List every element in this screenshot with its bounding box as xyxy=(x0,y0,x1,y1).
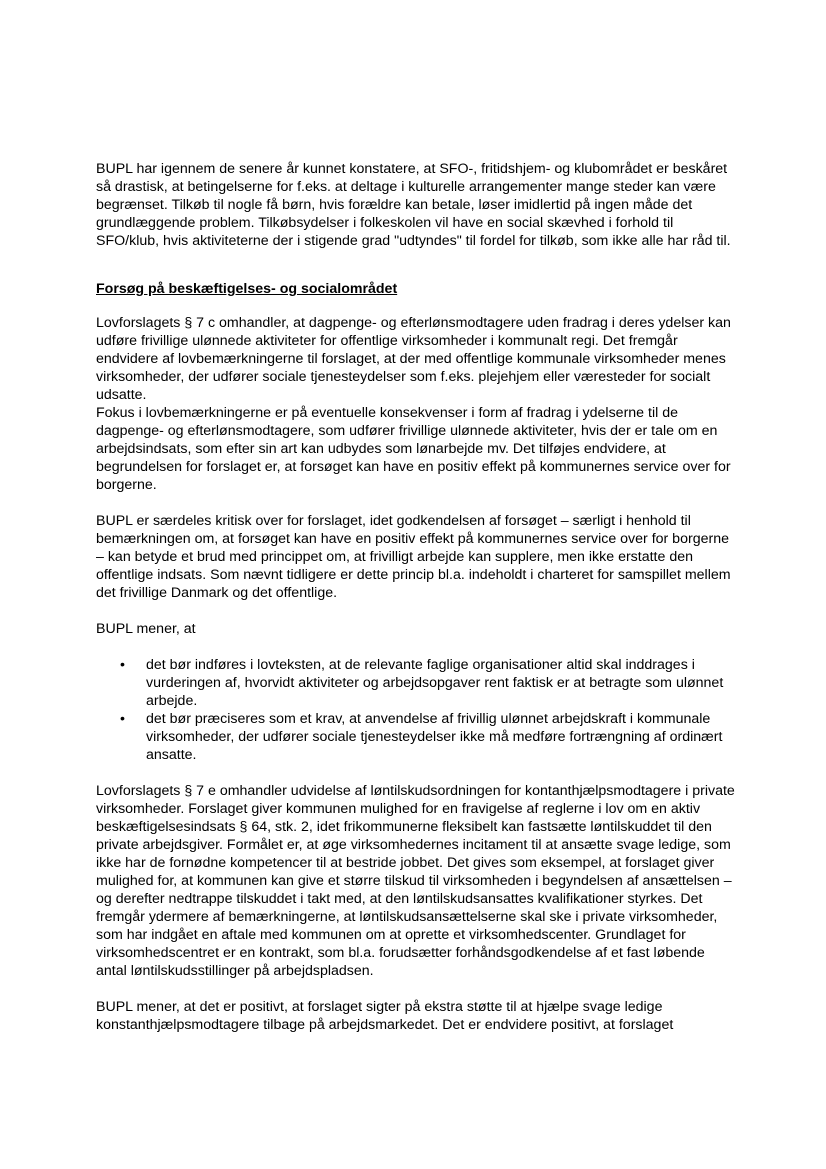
section-heading: Forsøg på beskæftigelses- og socialområdet xyxy=(96,281,398,297)
list-item-text: det bør indføres i lovteksten, at de relevante faglige organisationer altid skal inddrages i vurderingen af, hvorvidt aktiviteter og arbejdsopgaver rent faktisk er at betragte som ulønnet arbejde. xyxy=(146,657,724,709)
bullet-list xyxy=(96,656,736,764)
paragraph-7e: Lovforslagets § 7 e omhandler udvidelse af løntilskudsordningen for kontanthjælpsmodtagere i private virksomheder. Forslaget giver kommunen mulighed for en fravigelse af reglerne i lov om en aktiv beskæftigelsesindsats § 64, stk. 2, idet frikommunerne fleksibelt kan fastsætte løntilskuddet til den private arbejdsgiver. Formålet er, at øge virksomhedernes incitament til at ansætte svage ledige, som ikke har de fornødne kompetencer til at bestride jobbet. Det gives som eksempel, at forslaget giver mulighed for, at kommunen kan give et større tilskud til virksomheden i begyndelsen af ansættelsen – og derefter nedtrappe tilskuddet i takt med, at den løntilskudsansattes kvalifikationer styrkes. Det fremgår ydermere af bemærkningerne, at løntilskudsansættelserne skal ske i private virksomheder, som har indgået en aftale med kommunen om at oprette et virksomhedscenter. Grundlaget for virksomhedscentret er en kontrakt, som bl.a. forudsætter forhåndsgodkendelse af et fast løbende antal løntilskudsstillinger på arbejdspladsen. xyxy=(96,783,735,979)
paragraph-7c: Lovforslagets § 7 c omhandler, at dagpenge- og efterlønsmodtagere uden fradrag i deres ydelser kan udføre frivillige ulønnede aktiviteter for offentlige virksomheder i kommunalt regi. Det fremgår endvidere af lovbemærkningerne til forslaget, at der med offentlige kommunale virksomheder menes virksomheder, der udfører sociale tjenesteydelser som f.eks. plejehjem eller væresteder for socialt udsatte. xyxy=(96,315,731,403)
paragraph-bupl-mener: BUPL mener, at xyxy=(96,621,196,637)
list-item-text: det bør præciseres som et krav, at anvendelse af frivillig ulønnet arbejdskraft i kommunale virksomheder, der udfører sociale tjenesteydelser ikke må medføre fortrængning af ordinært ansatte. xyxy=(146,711,723,763)
document-page xyxy=(96,160,736,1034)
bullet-icon: • xyxy=(120,711,125,727)
paragraph-sfo-klub: BUPL har igennem de senere år kunnet konstatere, at SFO-, fritidshjem- og klubområdet er beskåret så drastisk, at betingelserne for f.eks. at deltage i kulturelle arrangementer mange steder kan være begrænset. Tilkøb til nogle få børn, hvis forældre kan betale, løser imidlertid på ingen måde det grundlæggende problem. Tilkøbsydelser i folkeskolen vil have en social skævhed i forhold til SFO/klub, hvis aktiviteterne der i stigende grad "udtyndes" til fordel for tilkøb, som ikke alle har råd til. xyxy=(96,161,731,249)
paragraph-focus: Fokus i lovbemærkningerne er på eventuelle konsekvenser i form af fradrag i ydelserne til de dagpenge- og efterlønsmodtagere, som udfører frivillige ulønnede aktiviteter, hvis der er tale om en arbejdsindsats, som efter sin art kan udbydes som lønarbejde mv. Det tilføjes endvidere, at begrundelsen for forslaget er, at forsøget kan have en positiv effekt på kommunernes service over for borgerne. xyxy=(96,405,731,493)
paragraph-positive: BUPL mener, at det er positivt, at forslaget sigter på ekstra støtte til at hjælpe svage ledige konstanthjælpsmodtagere tilbage på arbejdsmarkedet. Det er endvidere positivt, at forslaget xyxy=(96,999,674,1033)
list-item xyxy=(120,656,736,710)
list-item xyxy=(120,710,736,764)
bullet-icon: • xyxy=(120,657,125,673)
paragraph-critique: BUPL er særdeles kritisk over for forslaget, idet godkendelsen af forsøget – særligt i henhold til bemærkningen om, at forsøget kan have en positiv effekt på kommunernes service over for borgerne – kan betyde et brud med princippet om, at frivilligt arbejde kan supplere, men ikke erstatte den offentlige indsats. Som nævnt tidligere er dette princip bl.a. indeholdt i charteret for samspillet mellem det frivillige Danmark og det offentlige. xyxy=(96,513,731,601)
